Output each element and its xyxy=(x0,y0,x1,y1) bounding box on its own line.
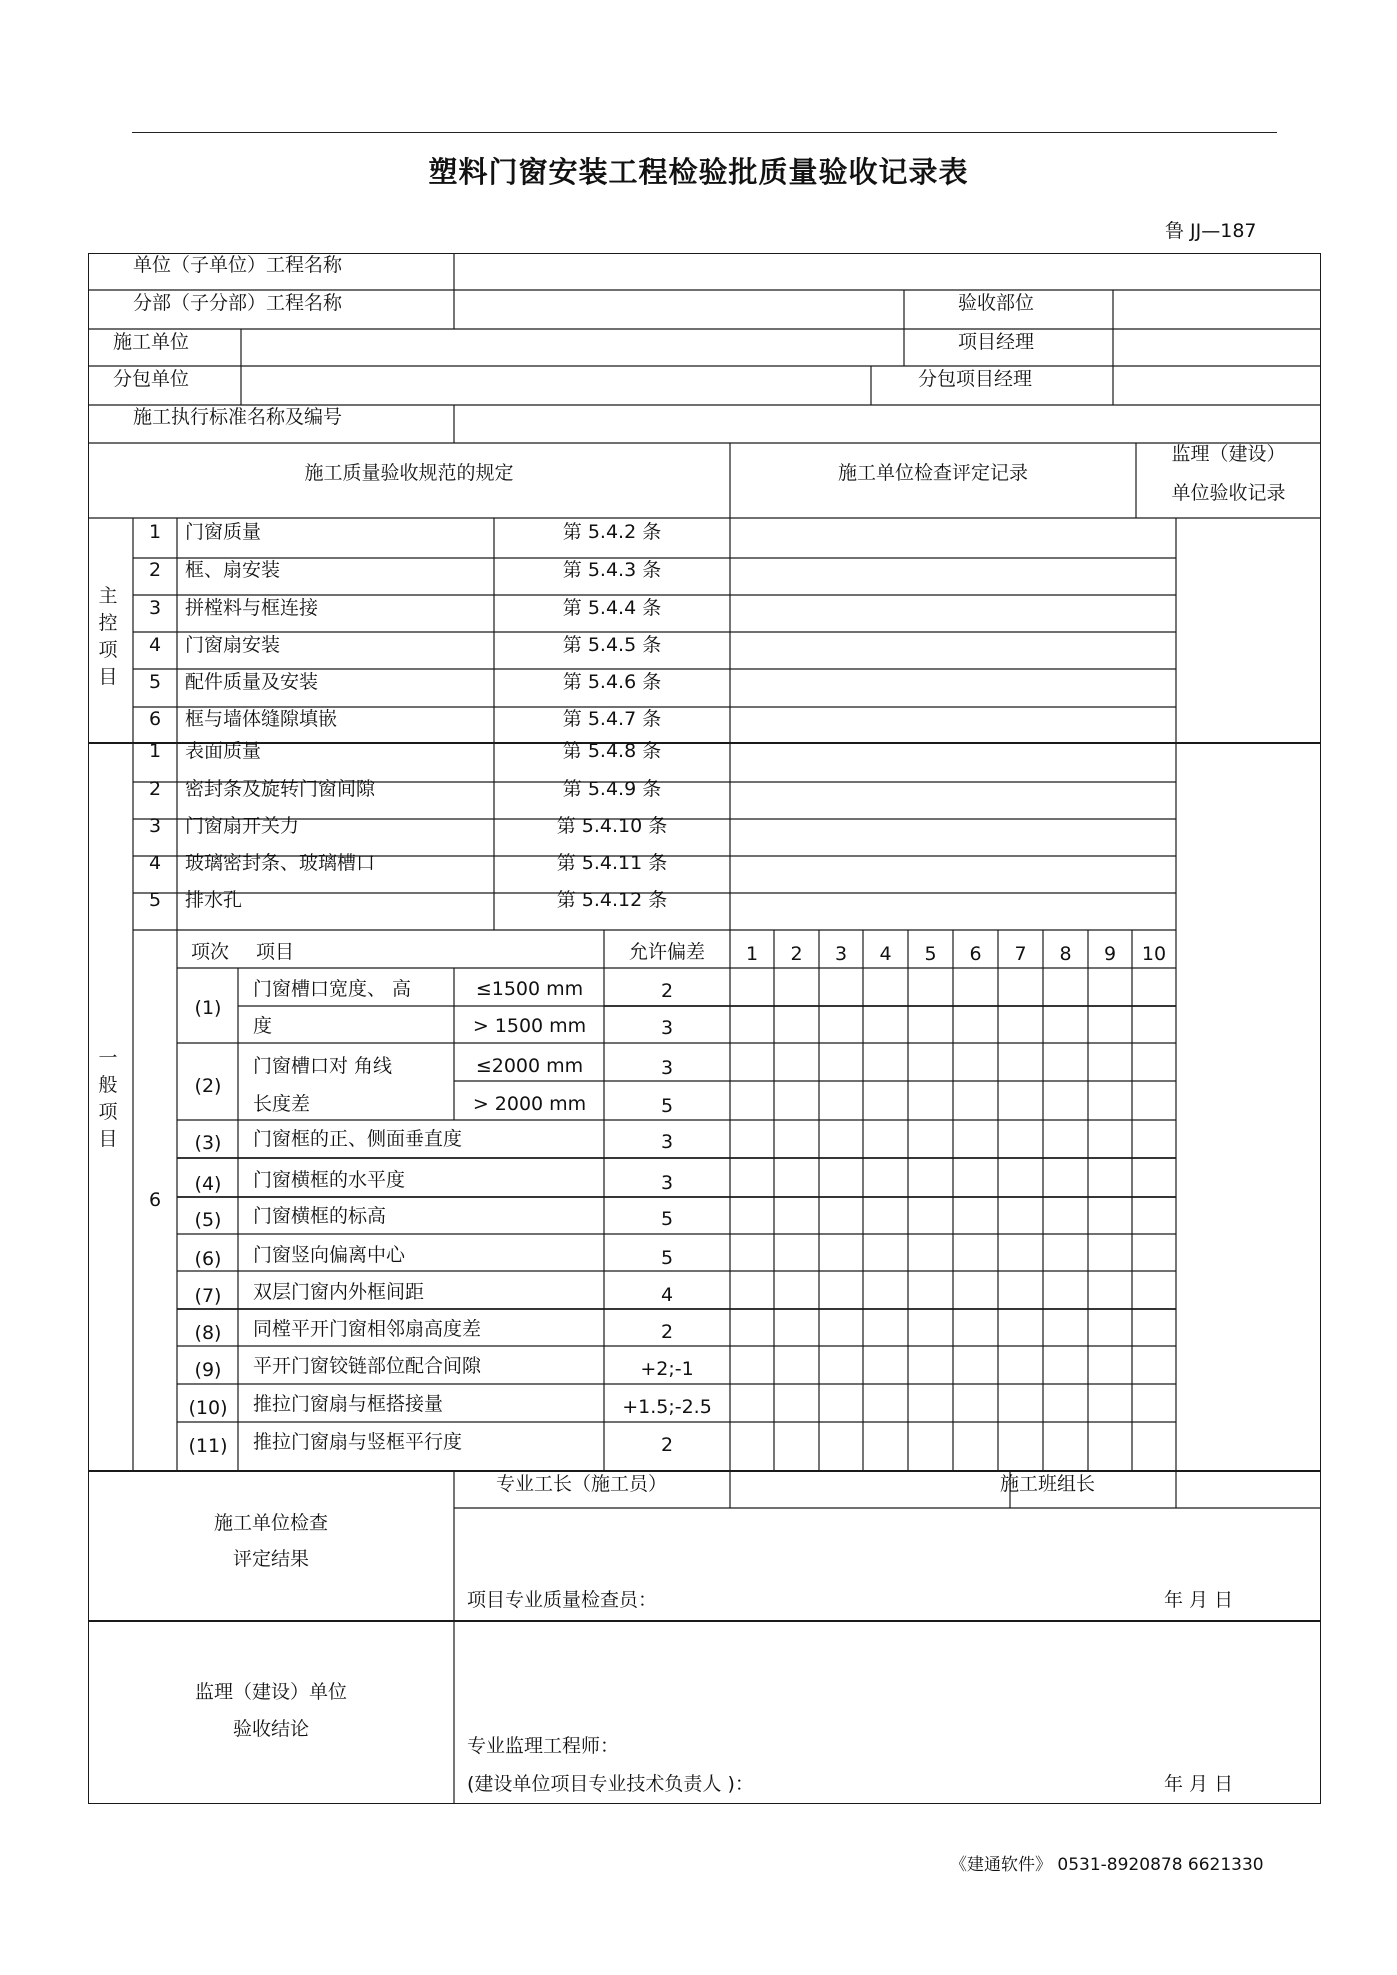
deviation-seq: (7) xyxy=(194,1285,222,1307)
check-point-header: 9 xyxy=(1103,943,1117,965)
contractor-result-1: 施工单位检查 xyxy=(213,1512,328,1534)
check-point-header: 10 xyxy=(1141,943,1167,965)
deviation-seq: (8) xyxy=(194,1322,222,1344)
general-item-clause: 第 5.4.8 条 xyxy=(562,740,662,762)
deviation-name: 门窗横框的标高 xyxy=(253,1205,387,1227)
general-item-no: 2 xyxy=(148,778,162,800)
deviation-value: +2;-1 xyxy=(640,1358,694,1380)
label-standard: 施工执行标准名称及编号 xyxy=(133,406,343,428)
dev-r1-cond-a: ≤1500 mm xyxy=(475,978,584,1000)
deviation-name: 推拉门窗扇与框搭接量 xyxy=(253,1393,444,1415)
deviation-seq: (5) xyxy=(194,1209,222,1231)
supervisor-date: 年 月 日 xyxy=(1164,1773,1234,1795)
main-item-clause: 第 5.4.6 条 xyxy=(562,671,662,693)
check-point-header: 8 xyxy=(1059,943,1072,965)
dev-header-item: 项目 xyxy=(256,941,295,963)
supervisor-conclusion-2: 验收结论 xyxy=(232,1718,309,1740)
dev-r2-val-a: 3 xyxy=(660,1057,674,1079)
main-item-clause: 第 5.4.4 条 xyxy=(562,597,662,619)
general-label: 一 般 项 目 xyxy=(98,1047,118,1150)
deviation-seq: (4) xyxy=(194,1173,222,1195)
general-item-name: 门窗扇开关力 xyxy=(185,815,300,837)
deviation-seq: (10) xyxy=(188,1397,228,1419)
label-unit-project: 单位（子单位）工程名称 xyxy=(133,254,343,276)
dev-header-allow: 允许偏差 xyxy=(628,941,705,963)
label-sub-project: 分部（子分部）工程名称 xyxy=(133,292,343,314)
col-contractor-record: 施工单位检查评定记录 xyxy=(837,462,1028,484)
check-point-header: 1 xyxy=(745,943,759,965)
label-acceptance-part: 验收部位 xyxy=(958,292,1035,314)
general-item-no: 4 xyxy=(148,852,162,874)
main-item-no: 2 xyxy=(148,559,162,581)
main-item-clause: 第 5.4.7 条 xyxy=(562,708,662,730)
check-point-header: 4 xyxy=(879,943,892,965)
inspection-form xyxy=(88,253,1321,1804)
check-point-header: 6 xyxy=(969,943,982,965)
dev-r2-name-a: 门窗槽口对 角线 xyxy=(253,1055,393,1077)
deviation-name: 双层门窗内外框间距 xyxy=(253,1281,425,1303)
dev-r2-cond-b: > 2000 mm xyxy=(472,1093,587,1115)
deviation-value: +1.5;-2.5 xyxy=(622,1396,712,1418)
main-item-name: 门窗扇安装 xyxy=(185,634,281,656)
main-item-clause: 第 5.4.3 条 xyxy=(562,559,662,581)
contractor-date: 年 月 日 xyxy=(1164,1589,1234,1611)
deviation-name: 门窗横框的水平度 xyxy=(253,1169,406,1191)
deviation-seq: (11) xyxy=(188,1435,228,1457)
main-item-no: 3 xyxy=(148,597,162,619)
general-item-no: 1 xyxy=(148,740,162,762)
main-item-no: 5 xyxy=(148,671,162,693)
deviation-value: 4 xyxy=(660,1284,674,1306)
deviation-value: 3 xyxy=(660,1172,674,1194)
check-point-header: 3 xyxy=(834,943,848,965)
deviation-seq: (9) xyxy=(194,1359,222,1381)
dev-r1-val-a: 2 xyxy=(660,980,674,1002)
general-item-clause: 第 5.4.12 条 xyxy=(556,889,668,911)
label-owner-rep: (建设单位项目专业技术负责人 )： xyxy=(467,1773,754,1795)
page-title: 塑料门窗安装工程检验批质量验收记录表 xyxy=(428,155,969,189)
general-item-name: 表面质量 xyxy=(185,740,262,762)
check-point-header: 2 xyxy=(790,943,803,965)
general-item-clause: 第 5.4.11 条 xyxy=(556,852,668,874)
contractor-result-2: 评定结果 xyxy=(232,1548,309,1570)
deviation-name: 平开门窗铰链部位配合间隙 xyxy=(253,1355,482,1377)
dev-r2-seq: (2) xyxy=(194,1075,222,1097)
general-item-name: 密封条及旋转门窗间隙 xyxy=(185,778,376,800)
dev-r1-cond-b: > 1500 mm xyxy=(472,1015,587,1037)
general-item-name: 排水孔 xyxy=(185,889,243,911)
deviation-seq: (3) xyxy=(194,1132,222,1154)
form-code: 鲁 JJ—187 xyxy=(1165,220,1257,242)
deviation-name: 同樘平开门窗相邻扇高度差 xyxy=(253,1318,482,1340)
label-contractor: 施工单位 xyxy=(113,331,190,353)
label-team-leader: 施工班组长 xyxy=(1000,1473,1096,1495)
main-item-no: 6 xyxy=(148,708,162,730)
label-project-manager: 项目经理 xyxy=(958,331,1035,353)
main-item-name: 门窗质量 xyxy=(185,521,262,543)
main-item-name: 配件质量及安装 xyxy=(185,671,319,693)
main-item-clause: 第 5.4.2 条 xyxy=(562,521,662,543)
main-item-name: 框、扇安装 xyxy=(185,559,281,581)
supervisor-conclusion-1: 监理（建设）单位 xyxy=(194,1681,347,1703)
deviation-value: 2 xyxy=(660,1321,674,1343)
dev-r1-seq: (1) xyxy=(194,997,222,1019)
general-item-clause: 第 5.4.9 条 xyxy=(562,778,662,800)
main-item-no: 1 xyxy=(148,521,162,543)
general-item-clause: 第 5.4.10 条 xyxy=(556,815,668,837)
deviation-value: 5 xyxy=(660,1208,674,1230)
main-item-name: 框与墙体缝隙填嵌 xyxy=(185,708,338,730)
footer-note: 《建通软件》 0531-8920878 6621330 xyxy=(950,1855,1264,1875)
dev-r2-val-b: 5 xyxy=(660,1095,674,1117)
deviation-value: 5 xyxy=(660,1247,674,1269)
dev-r2-name-b: 长度差 xyxy=(253,1093,311,1115)
label-supervising-engineer: 专业监理工程师： xyxy=(467,1735,620,1757)
deviation-name: 门窗框的正、侧面垂直度 xyxy=(253,1128,463,1150)
dev-r1-val-b: 3 xyxy=(660,1017,674,1039)
general-item-name: 玻璃密封条、玻璃槽口 xyxy=(185,852,376,874)
deviation-item-no: 6 xyxy=(148,1189,162,1211)
main-item-clause: 第 5.4.5 条 xyxy=(562,634,662,656)
col-spec: 施工质量验收规范的规定 xyxy=(304,462,514,484)
general-item-no: 5 xyxy=(148,889,162,911)
deviation-name: 门窗竖向偏离中心 xyxy=(253,1244,406,1266)
dev-r1-name-b: 度 xyxy=(253,1015,273,1037)
main-item-name: 拼樘料与框连接 xyxy=(185,597,319,619)
col-supervisor-2: 单位验收记录 xyxy=(1171,482,1286,504)
label-foreman: 专业工长（施工员） xyxy=(496,1473,668,1495)
deviation-value: 3 xyxy=(660,1131,674,1153)
header-rule xyxy=(132,132,1277,133)
label-quality-inspector: 项目专业质量检查员： xyxy=(467,1589,658,1611)
deviation-name: 推拉门窗扇与竖框平行度 xyxy=(253,1431,463,1453)
deviation-value: 2 xyxy=(660,1434,674,1456)
col-supervisor-1: 监理（建设） xyxy=(1171,443,1286,465)
main-item-no: 4 xyxy=(148,634,162,656)
label-subcontractor: 分包单位 xyxy=(113,368,190,390)
dev-r1-name-a: 门窗槽口宽度、 高 xyxy=(253,978,412,1000)
label-sub-project-manager: 分包项目经理 xyxy=(918,368,1033,390)
dev-r2-cond-a: ≤2000 mm xyxy=(475,1055,584,1077)
main-label: 主 控 项 目 xyxy=(98,585,118,688)
check-point-header: 7 xyxy=(1014,943,1027,965)
dev-header-seq: 项次 xyxy=(191,941,230,963)
check-point-header: 5 xyxy=(924,943,937,965)
general-item-no: 3 xyxy=(148,815,162,837)
deviation-seq: (6) xyxy=(194,1248,222,1270)
